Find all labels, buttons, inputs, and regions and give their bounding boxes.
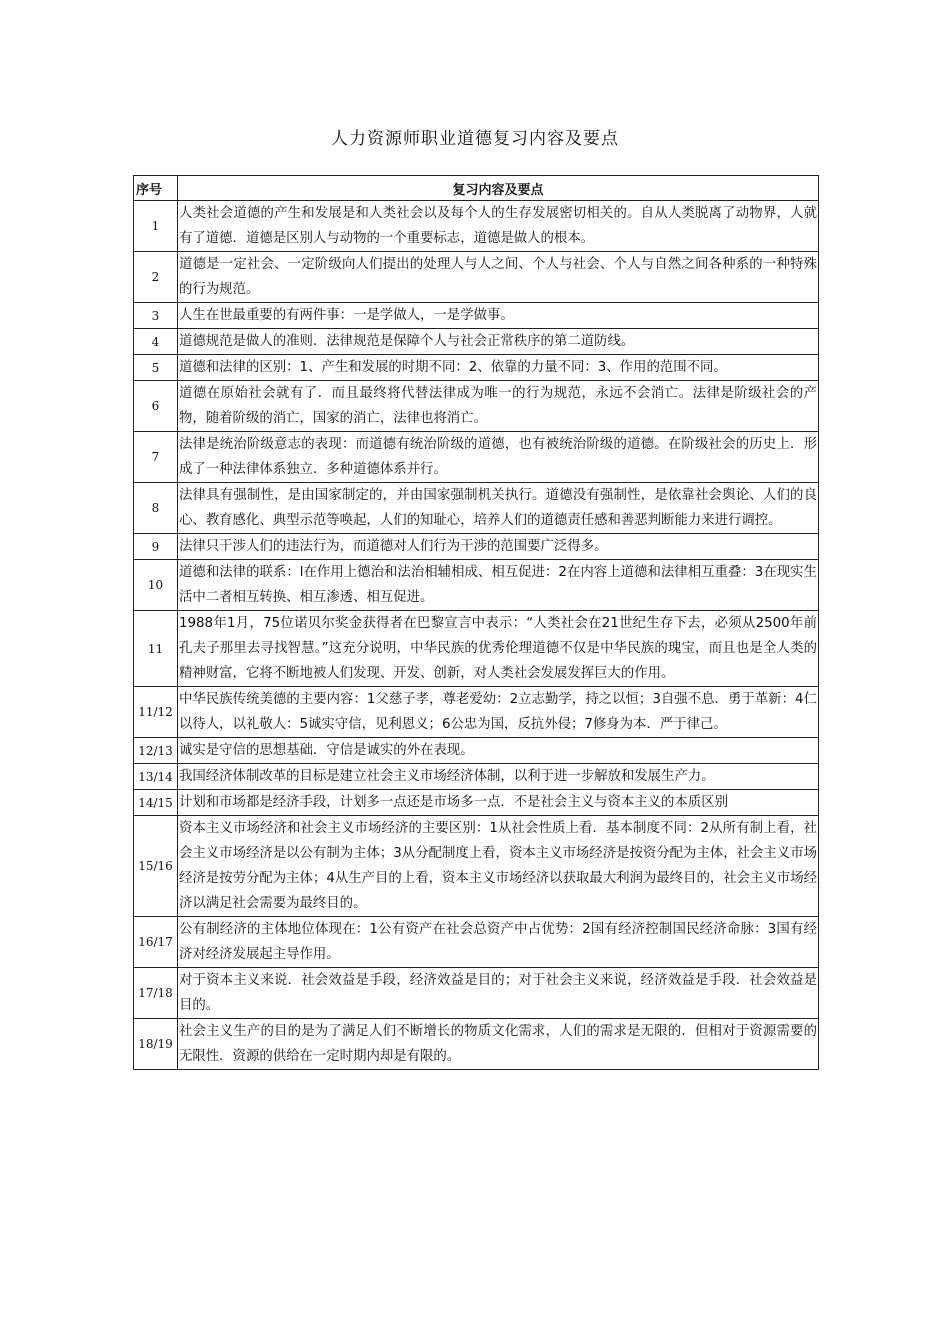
row-text: 社会主义生产的目的是为了满足人们不断增长的物质文化需求，人们的需求是无限的．但相对于资源需要的无限性．资源的供给在一定时期内却是有限的。 <box>178 1019 819 1070</box>
row-number: 13/14 <box>134 764 178 790</box>
row-number: 11 <box>134 611 178 687</box>
row-text: 人类社会道德的产生和发展是和人类社会以及每个人的生存发展密切相关的。自从人类脱离了动物界，人就有了道德．道德是区别人与动物的一个重要标志，道德是做人的根本。 <box>178 201 819 252</box>
row-text: 计划和市场都是经济手段，计划多一点还是市场多一点．不是社会主义与资本主义的本质区别 <box>178 790 819 816</box>
row-number: 2 <box>134 252 178 303</box>
row-number: 7 <box>134 432 178 483</box>
row-number: 5 <box>134 355 178 381</box>
row-number: 1 <box>134 201 178 252</box>
header-serial-number: 序号 <box>134 176 178 201</box>
row-text: 道德规范是做人的准则．法律规范是保障个人与社会正常秩序的第二道防线。 <box>178 329 819 355</box>
table-row <box>134 816 819 917</box>
table-row <box>134 687 819 738</box>
table-row <box>134 1019 819 1070</box>
row-number: 15/16 <box>134 816 178 917</box>
header-content: 复习内容及要点 <box>178 176 819 201</box>
row-text: 1988年1月，75位诺贝尔奖金获得者在巴黎宣言中表示：“人类社会在21世纪生存下去，必须从2500年前孔夫子那里去寻找智慧。”这充分说明，中华民族的优秀伦理道德不仅是中华民族的瑰宝，而且也是全人类的精神财富，它将不断地被人们发现、开发、创新，对人类社会发展发挥巨大的作用。 <box>178 611 819 687</box>
table-row <box>134 432 819 483</box>
row-number: 17/18 <box>134 968 178 1019</box>
table-row <box>134 252 819 303</box>
table-row <box>134 355 819 381</box>
row-text: 诚实是守信的思想基础．守信是诚实的外在表现。 <box>178 738 819 764</box>
row-text: 道德和法律的区别：1、产生和发展的时期不同：2、依靠的力量不同：3、作用的范围不同。 <box>178 355 819 381</box>
table-row <box>134 201 819 252</box>
row-number: 18/19 <box>134 1019 178 1070</box>
row-number: 12/13 <box>134 738 178 764</box>
row-number: 14/15 <box>134 790 178 816</box>
row-text: 公有制经济的主体地位体现在：1公有资产在社会总资产中占优势：2国有经济控制国民经济命脉：3国有经济对经济发展起主导作用。 <box>178 917 819 968</box>
row-text: 人生在世最重要的有两件事：一是学做人，一是学做事。 <box>178 303 819 329</box>
table-row <box>134 329 819 355</box>
row-number: 9 <box>134 534 178 560</box>
row-text: 中华民族传统美德的主要内容：1父慈子孝，尊老爱幼：2立志勤学，持之以恒；3自强不息．勇于革新：4仁以待人，以礼敬人：5诚实守信，见利恩义；6公忠为国，反抗外侵；7修身为本．严于律己。 <box>178 687 819 738</box>
row-text: 道德和法律的联系：l在作用上德治和法治相辅相成、相互促进：2在内容上道德和法律相互重叠：3在现实生活中二者相互转换、相互渗透、相互促进。 <box>178 560 819 611</box>
row-number: 4 <box>134 329 178 355</box>
table-row <box>134 738 819 764</box>
row-text: 道德是一定社会、一定阶级向人们提出的处理人与人之间、个人与社会、个人与自然之间各种系的一种特殊的行为规范。 <box>178 252 819 303</box>
row-number: 16/17 <box>134 917 178 968</box>
row-text: 对于资本主义来说．社会效益是手段，经济效益是目的；对于社会主义来说，经济效益是手段．社会效益是目的。 <box>178 968 819 1019</box>
table-row <box>134 560 819 611</box>
row-number: 3 <box>134 303 178 329</box>
table-row <box>134 534 819 560</box>
row-text: 道德在原始社会就有了．而且最终将代替法律成为唯一的行为规范，永远不会消亡。法律是阶级社会的产物，随着阶级的消亡，国家的消亡，法律也将消亡。 <box>178 381 819 432</box>
row-text: 资本主义市场经济和社会主义市场经济的主要区别：1从社会性质上看．基本制度不同：2从所有制上看，社会主义市场经济是以公有制为主体；3从分配制度上看，资本主义市场经济是按资分配为主体，社会主义市场经济是按劳分配为主体；4从生产目的上看，资本主义市场经济以获取最大利润为最终目的，社会主义市场经济以满足社会需要为最终目的。 <box>178 816 819 917</box>
row-text: 我国经济体制改革的目标是建立社会主义市场经济体制，以利于进一步解放和发展生产力。 <box>178 764 819 790</box>
review-table <box>133 175 819 1070</box>
table-row <box>134 381 819 432</box>
page-title: 人力资源师职业道德复习内容及要点 <box>331 129 619 149</box>
table-row <box>134 764 819 790</box>
table-row <box>134 483 819 534</box>
row-text: 法律具有强制性，是由国家制定的，并由国家强制机关执行。道德没有强制性，是依靠社会舆论、人们的良心、教育感化、典型示范等唤起，人们的知耻心，培养人们的道德责任感和善恶判断能力来进行调控。 <box>178 483 819 534</box>
table-row <box>134 968 819 1019</box>
row-number: 8 <box>134 483 178 534</box>
row-text: 法律是统治阶级意志的表现：而道德有统治阶级的道德，也有被统治阶级的道德。在阶级社会的历史上．形成了一种法律体系独立．多种道德体系并行。 <box>178 432 819 483</box>
table-row <box>134 917 819 968</box>
row-text: 法律只干涉人们的违法行为，而道德对人们行为干涉的范围要广泛得多。 <box>178 534 819 560</box>
row-number: 11/12 <box>134 687 178 738</box>
row-number: 6 <box>134 381 178 432</box>
row-number: 10 <box>134 560 178 611</box>
table-row <box>134 790 819 816</box>
table-header-row <box>134 176 819 201</box>
table-row <box>134 611 819 687</box>
table-row <box>134 303 819 329</box>
